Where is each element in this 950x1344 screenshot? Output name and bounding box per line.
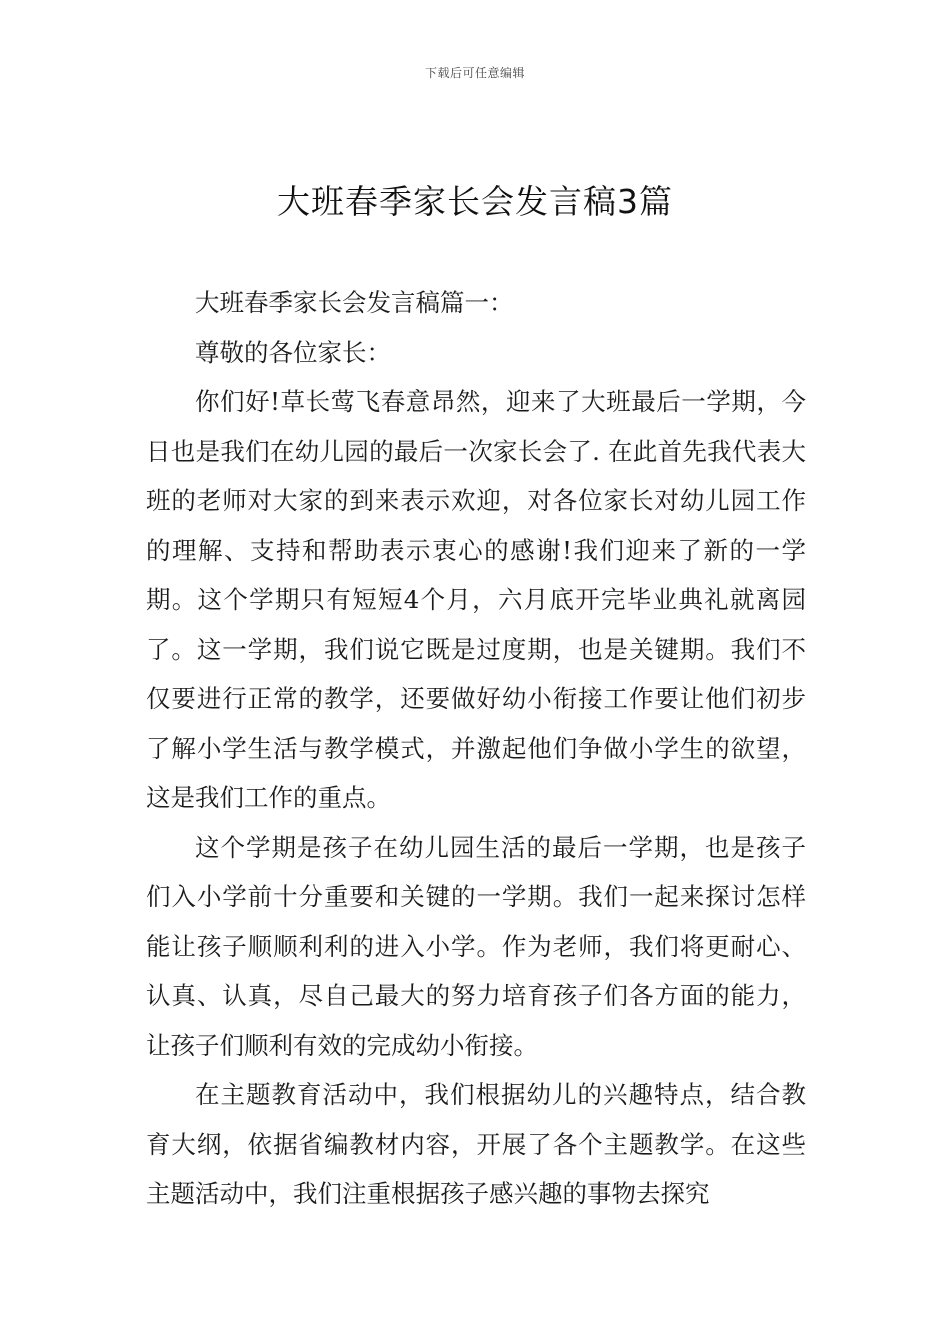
document-body [146, 278, 806, 1219]
salutation: 尊敬的各位家长： [195, 337, 391, 367]
page-header-note: 下载后可任意编辑 [424, 66, 525, 80]
document-title: 大班春季家长会发言稿3篇 [277, 182, 673, 221]
body-paragraph: 你们好!草长莺飞春意昂然，迎来了大班最后一学期，今日也是我们在幼儿园的最后一次家长会了. 在此首先我代表大班的老师对大家的到来表示欢迎，对各位家长对幼儿园工作的理解、支持和帮助表示衷心的感谢!我们迎来了新的一学期。这个学期只有短短4个月，六月底开完毕业典礼就离园了。这一学期，我们说它既是过度期，也是关键期。我们不仅要进行正常的教学，还要做好幼小衔接工作要让他们初步了解小学生活与教学模式，并激起他们争做小学生的欲望，这是我们工作的重点。 [146, 387, 806, 812]
section-heading: 大班春季家长会发言稿篇一： [195, 288, 514, 317]
body-paragraph: 这个学期是孩子在幼儿园生活的最后一学期，也是孩子们入小学前十分重要和关键的一学期。我们一起来探讨怎样能让孩子顺顺利利的进入小学。作为老师，我们将更耐心、认真、认真，尽自己最大的努力培育孩子们各方面的能力，让孩子们顺利有效的完成幼小衔接。 [146, 832, 806, 1060]
body-paragraph: 在主题教育活动中，我们根据幼儿的兴趣特点，结合教育大纲，依据省编教材内容，开展了各个主题教学。在这些主题活动中，我们注重根据孩子感兴趣的事物去探究 [146, 1080, 806, 1208]
